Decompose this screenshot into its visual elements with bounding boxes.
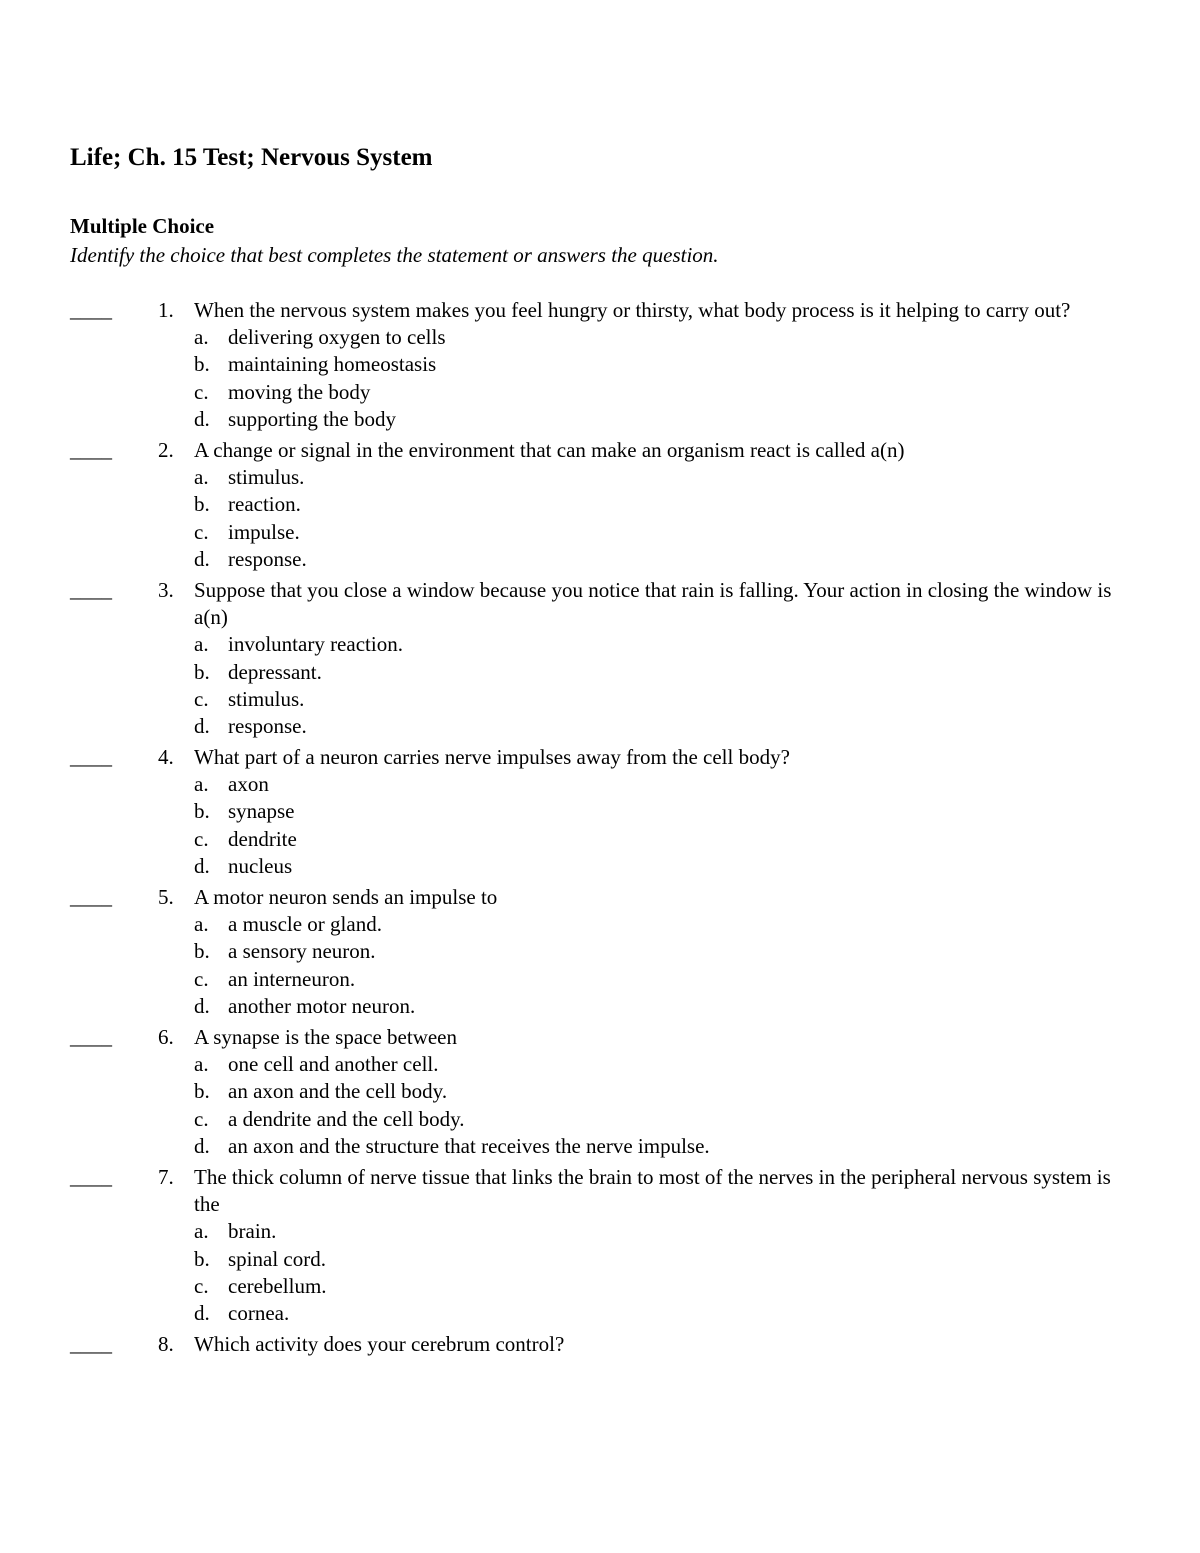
choice-text: maintaining homeostasis bbox=[228, 352, 437, 377]
choice-letter: a. bbox=[194, 325, 209, 350]
choice-item bbox=[194, 1106, 1200, 1133]
choice-item bbox=[194, 379, 1200, 406]
choice-text: an interneuron. bbox=[228, 966, 356, 991]
answer-blank[interactable]: ____ bbox=[70, 298, 112, 322]
choice-item bbox=[194, 1133, 1200, 1160]
choice-letter: a. bbox=[194, 772, 209, 797]
choice-letter: d. bbox=[194, 1300, 210, 1325]
answer-blank[interactable]: ____ bbox=[70, 577, 112, 602]
choice-letter: a. bbox=[194, 632, 209, 657]
answer-blank[interactable]: ____ bbox=[70, 745, 112, 770]
choice-letter: c. bbox=[194, 1106, 209, 1131]
choice-item bbox=[194, 406, 1200, 433]
choice-letter: a. bbox=[194, 912, 209, 937]
choice-letter: d. bbox=[194, 713, 210, 738]
choice-letter: b. bbox=[194, 1079, 210, 1104]
choice-text: one cell and another cell. bbox=[228, 1052, 439, 1077]
question-number: 4. bbox=[158, 745, 174, 770]
question-item bbox=[0, 1331, 1200, 1358]
choice-item bbox=[194, 798, 1200, 825]
choice-letter: d. bbox=[194, 546, 210, 571]
choice-letter: c. bbox=[194, 519, 209, 544]
choice-text: stimulus. bbox=[228, 465, 305, 490]
question-number: 7. bbox=[158, 1164, 174, 1189]
choice-item bbox=[194, 938, 1200, 965]
choice-list bbox=[194, 1051, 1200, 1160]
choice-text: impulse. bbox=[228, 519, 300, 544]
question-number: 6. bbox=[158, 1024, 174, 1049]
answer-blank[interactable]: ____ bbox=[70, 1164, 112, 1189]
choice-item bbox=[194, 686, 1200, 713]
answer-blank[interactable]: ____ bbox=[70, 1332, 112, 1357]
choice-text: involuntary reaction. bbox=[228, 632, 403, 657]
choice-item bbox=[194, 1051, 1200, 1078]
choice-text: cornea. bbox=[228, 1300, 290, 1325]
choice-item bbox=[194, 826, 1200, 853]
choice-text: nucleus bbox=[228, 853, 293, 878]
choice-letter: c. bbox=[194, 379, 209, 404]
choice-text: a sensory neuron. bbox=[228, 939, 376, 964]
section-heading: Multiple Choice bbox=[70, 214, 215, 238]
question-item bbox=[0, 1164, 1200, 1327]
choice-text: supporting the body bbox=[228, 406, 396, 431]
choice-text: moving the body bbox=[228, 379, 371, 404]
question-number: 5. bbox=[158, 885, 174, 910]
choice-letter: b. bbox=[194, 492, 210, 517]
choice-item bbox=[194, 546, 1200, 573]
choice-letter: b. bbox=[194, 659, 210, 684]
choice-text: spinal cord. bbox=[228, 1246, 326, 1271]
question-item bbox=[0, 297, 1200, 433]
choice-item bbox=[194, 464, 1200, 491]
choice-text: axon bbox=[228, 772, 269, 797]
question-stem: Suppose that you close a window because you notice that rain is falling. Your action in closing the window is a(n) bbox=[194, 577, 1112, 630]
question-stem: Which activity does your cerebrum control? bbox=[194, 1332, 565, 1357]
question-item bbox=[0, 437, 1200, 573]
choice-item bbox=[194, 1218, 1200, 1245]
choice-letter: b. bbox=[194, 1246, 210, 1271]
choice-text: an axon and the structure that receives the nerve impulse. bbox=[228, 1133, 710, 1158]
choice-letter: d. bbox=[194, 1133, 210, 1158]
choice-item bbox=[194, 631, 1200, 658]
choice-item bbox=[194, 519, 1200, 546]
question-stem: A motor neuron sends an impulse to bbox=[194, 885, 498, 910]
choice-text: delivering oxygen to cells bbox=[228, 325, 446, 350]
choice-item bbox=[194, 491, 1200, 518]
choice-item bbox=[194, 1273, 1200, 1300]
question-item bbox=[0, 744, 1200, 880]
question-stem: When the nervous system makes you feel hungry or thirsty, what body process is it helping to carry out? bbox=[194, 298, 1071, 322]
question-stem: A change or signal in the environment that can make an organism react is called a(n) bbox=[194, 437, 905, 462]
choice-text: depressant. bbox=[228, 659, 322, 684]
answer-blank[interactable]: ____ bbox=[70, 1024, 112, 1049]
question-stem: The thick column of nerve tissue that links the brain to most of the nerves in the peripheral nervous system is the bbox=[194, 1164, 1111, 1217]
question-item bbox=[0, 884, 1200, 1020]
choice-item bbox=[194, 659, 1200, 686]
choice-item bbox=[194, 351, 1200, 378]
question-stem: A synapse is the space between bbox=[194, 1024, 458, 1049]
choice-letter: a. bbox=[194, 465, 209, 490]
choice-text: a muscle or gland. bbox=[228, 912, 382, 937]
question-item bbox=[0, 1024, 1200, 1160]
choice-item bbox=[194, 1300, 1200, 1327]
choice-text: response. bbox=[228, 713, 307, 738]
choice-list bbox=[194, 324, 1200, 433]
answer-blank[interactable]: ____ bbox=[70, 437, 112, 462]
choice-text: cerebellum. bbox=[228, 1273, 327, 1298]
choice-letter: d. bbox=[194, 993, 210, 1018]
page-title: Life; Ch. 15 Test; Nervous System bbox=[70, 144, 433, 171]
question-number: 1. bbox=[158, 298, 174, 322]
choice-letter: a. bbox=[194, 1219, 209, 1244]
choice-letter: c. bbox=[194, 966, 209, 991]
choice-letter: a. bbox=[194, 1052, 209, 1077]
choice-list bbox=[194, 464, 1200, 573]
choice-text: brain. bbox=[228, 1219, 277, 1244]
choice-text: stimulus. bbox=[228, 686, 305, 711]
choice-item bbox=[194, 1078, 1200, 1105]
choice-letter: c. bbox=[194, 826, 209, 851]
choice-letter: b. bbox=[194, 352, 210, 377]
choice-letter: d. bbox=[194, 406, 210, 431]
choice-text: reaction. bbox=[228, 492, 301, 517]
choice-item bbox=[194, 713, 1200, 740]
choice-list bbox=[194, 631, 1200, 740]
choice-letter: b. bbox=[194, 799, 210, 824]
section-instructions: Identify the choice that best completes the statement or answers the question. bbox=[70, 243, 719, 267]
question-number: 8. bbox=[158, 1332, 174, 1357]
choice-item bbox=[194, 771, 1200, 798]
choice-letter: d. bbox=[194, 853, 210, 878]
choice-letter: c. bbox=[194, 1273, 209, 1298]
question-list bbox=[0, 297, 1200, 1362]
choice-item bbox=[194, 966, 1200, 993]
choice-text: a dendrite and the cell body. bbox=[228, 1106, 465, 1131]
choice-list bbox=[194, 911, 1200, 1020]
choice-text: an axon and the cell body. bbox=[228, 1079, 448, 1104]
choice-item bbox=[194, 911, 1200, 938]
question-item bbox=[0, 577, 1200, 740]
answer-blank[interactable]: ____ bbox=[70, 885, 112, 910]
choice-text: synapse bbox=[228, 799, 295, 824]
choice-text: another motor neuron. bbox=[228, 993, 416, 1018]
choice-item bbox=[194, 853, 1200, 880]
choice-item bbox=[194, 1246, 1200, 1273]
choice-letter: b. bbox=[194, 939, 210, 964]
choice-letter: c. bbox=[194, 686, 209, 711]
choice-list bbox=[194, 771, 1200, 880]
question-number: 2. bbox=[158, 437, 174, 462]
choice-list bbox=[194, 1218, 1200, 1327]
choice-item bbox=[194, 993, 1200, 1020]
question-stem: What part of a neuron carries nerve impulses away from the cell body? bbox=[194, 745, 790, 770]
choice-text: response. bbox=[228, 546, 307, 571]
choice-item bbox=[194, 324, 1200, 351]
question-number: 3. bbox=[158, 577, 174, 602]
choice-text: dendrite bbox=[228, 826, 297, 851]
